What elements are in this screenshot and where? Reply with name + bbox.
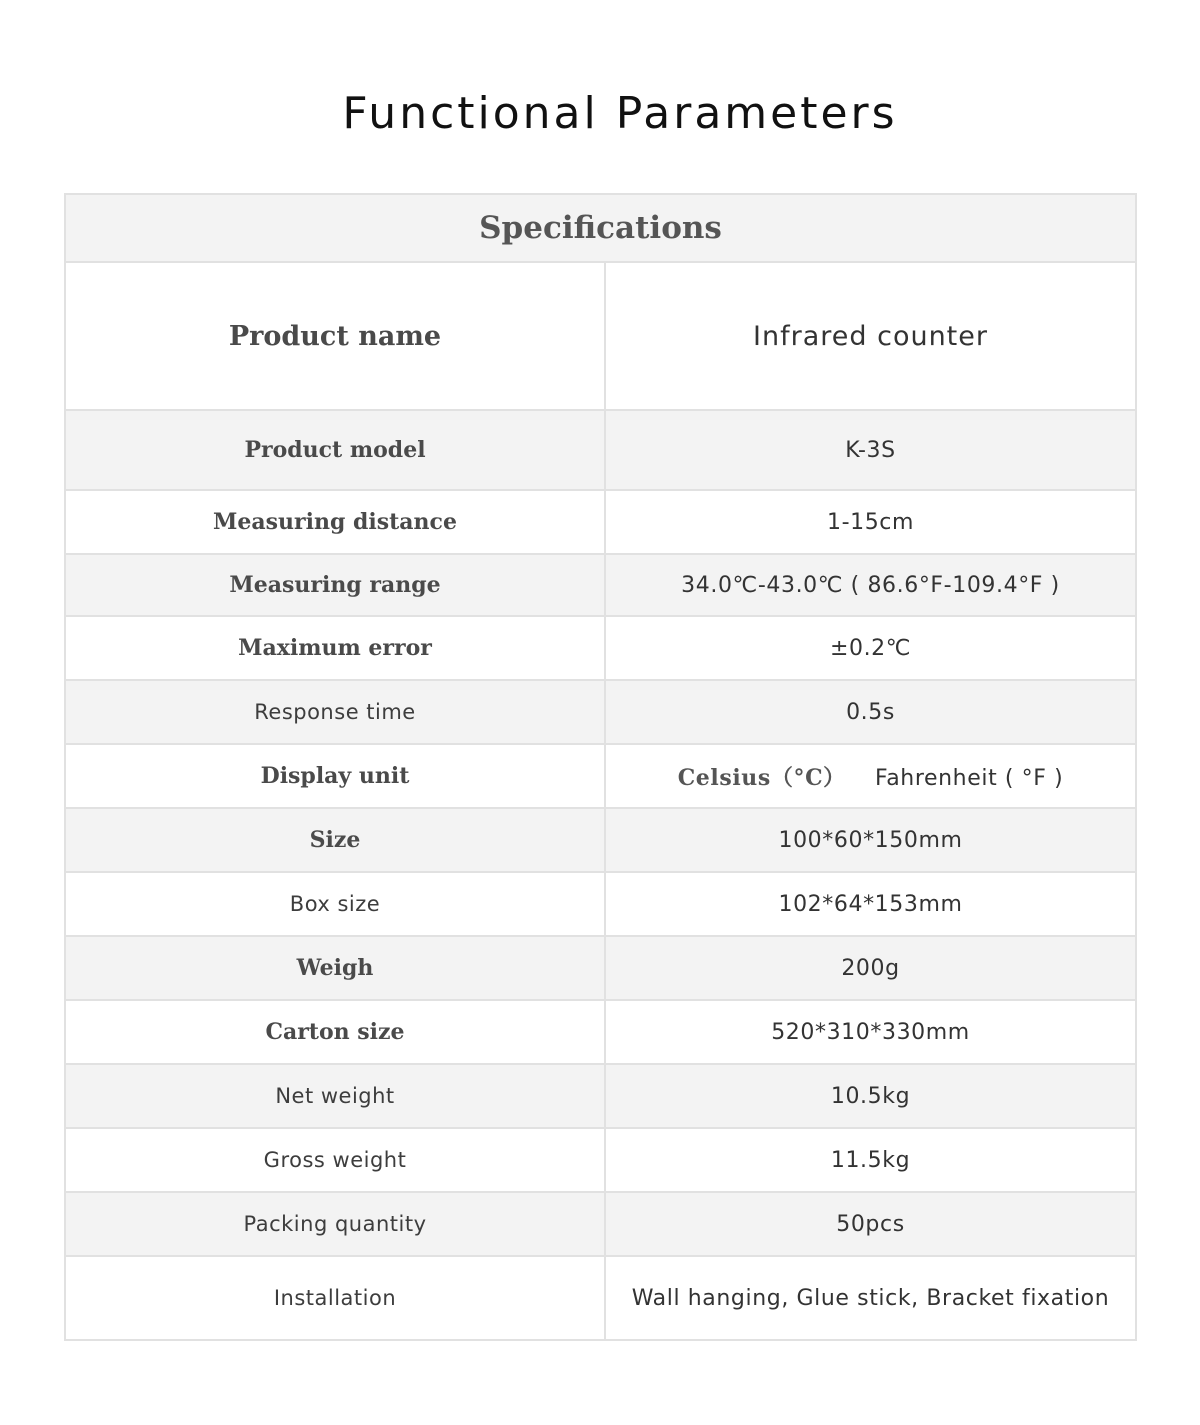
table-row bbox=[65, 936, 1136, 1000]
table-header-row bbox=[65, 194, 1136, 262]
table-row bbox=[65, 554, 1136, 616]
table-row bbox=[65, 744, 1136, 808]
row-value: 100*60*150mm bbox=[605, 808, 1136, 872]
row-value: 11.5kg bbox=[605, 1128, 1136, 1192]
row-label: Carton size bbox=[65, 1000, 605, 1064]
table-row bbox=[65, 872, 1136, 936]
table-row bbox=[65, 410, 1136, 490]
row-label: Response time bbox=[65, 680, 605, 744]
row-value: Infrared counter bbox=[605, 262, 1136, 410]
display-unit-fahrenheit: Fahrenheit ( °F ) bbox=[874, 765, 1064, 791]
row-label: Gross weight bbox=[65, 1128, 605, 1192]
table-row bbox=[65, 1128, 1136, 1192]
row-value: 10.5kg bbox=[605, 1064, 1136, 1128]
row-value: Wall hanging, Glue stick, Bracket fixation bbox=[605, 1256, 1136, 1340]
row-value: 50pcs bbox=[605, 1192, 1136, 1256]
row-value: 520*310*330mm bbox=[605, 1000, 1136, 1064]
row-label: Net weight bbox=[65, 1064, 605, 1128]
table-row bbox=[65, 680, 1136, 744]
page-title: Functional Parameters bbox=[342, 88, 898, 139]
row-label: Installation bbox=[65, 1256, 605, 1340]
row-label: Maximum error bbox=[65, 616, 605, 680]
table-row bbox=[65, 490, 1136, 554]
row-value: 34.0℃-43.0℃ ( 86.6°F-109.4°F ) bbox=[605, 554, 1136, 616]
display-unit-celsius: Celsius（°C） bbox=[677, 764, 846, 791]
table-row bbox=[65, 1256, 1136, 1340]
row-label: Measuring range bbox=[65, 554, 605, 616]
row-value: 102*64*153mm bbox=[605, 872, 1136, 936]
row-label: Product name bbox=[65, 262, 605, 410]
row-value: 0.5s bbox=[605, 680, 1136, 744]
table-row bbox=[65, 616, 1136, 680]
row-value: ±0.2℃ bbox=[605, 616, 1136, 680]
table-row bbox=[65, 1064, 1136, 1128]
row-label: Measuring distance bbox=[65, 490, 605, 554]
row-label: Packing quantity bbox=[65, 1192, 605, 1256]
table-row bbox=[65, 262, 1136, 410]
table-row bbox=[65, 1000, 1136, 1064]
table-header: Specifications bbox=[65, 194, 1136, 262]
row-value bbox=[605, 744, 1136, 808]
row-label: Size bbox=[65, 808, 605, 872]
row-value: 1-15cm bbox=[605, 490, 1136, 554]
row-label: Product model bbox=[65, 410, 605, 490]
row-value: K-3S bbox=[605, 410, 1136, 490]
row-label: Box size bbox=[65, 872, 605, 936]
table-row bbox=[65, 1192, 1136, 1256]
row-label: Display unit bbox=[65, 744, 605, 808]
row-label: Weigh bbox=[65, 936, 605, 1000]
table-row bbox=[65, 808, 1136, 872]
row-value: 200g bbox=[605, 936, 1136, 1000]
specifications-table bbox=[64, 193, 1137, 1341]
